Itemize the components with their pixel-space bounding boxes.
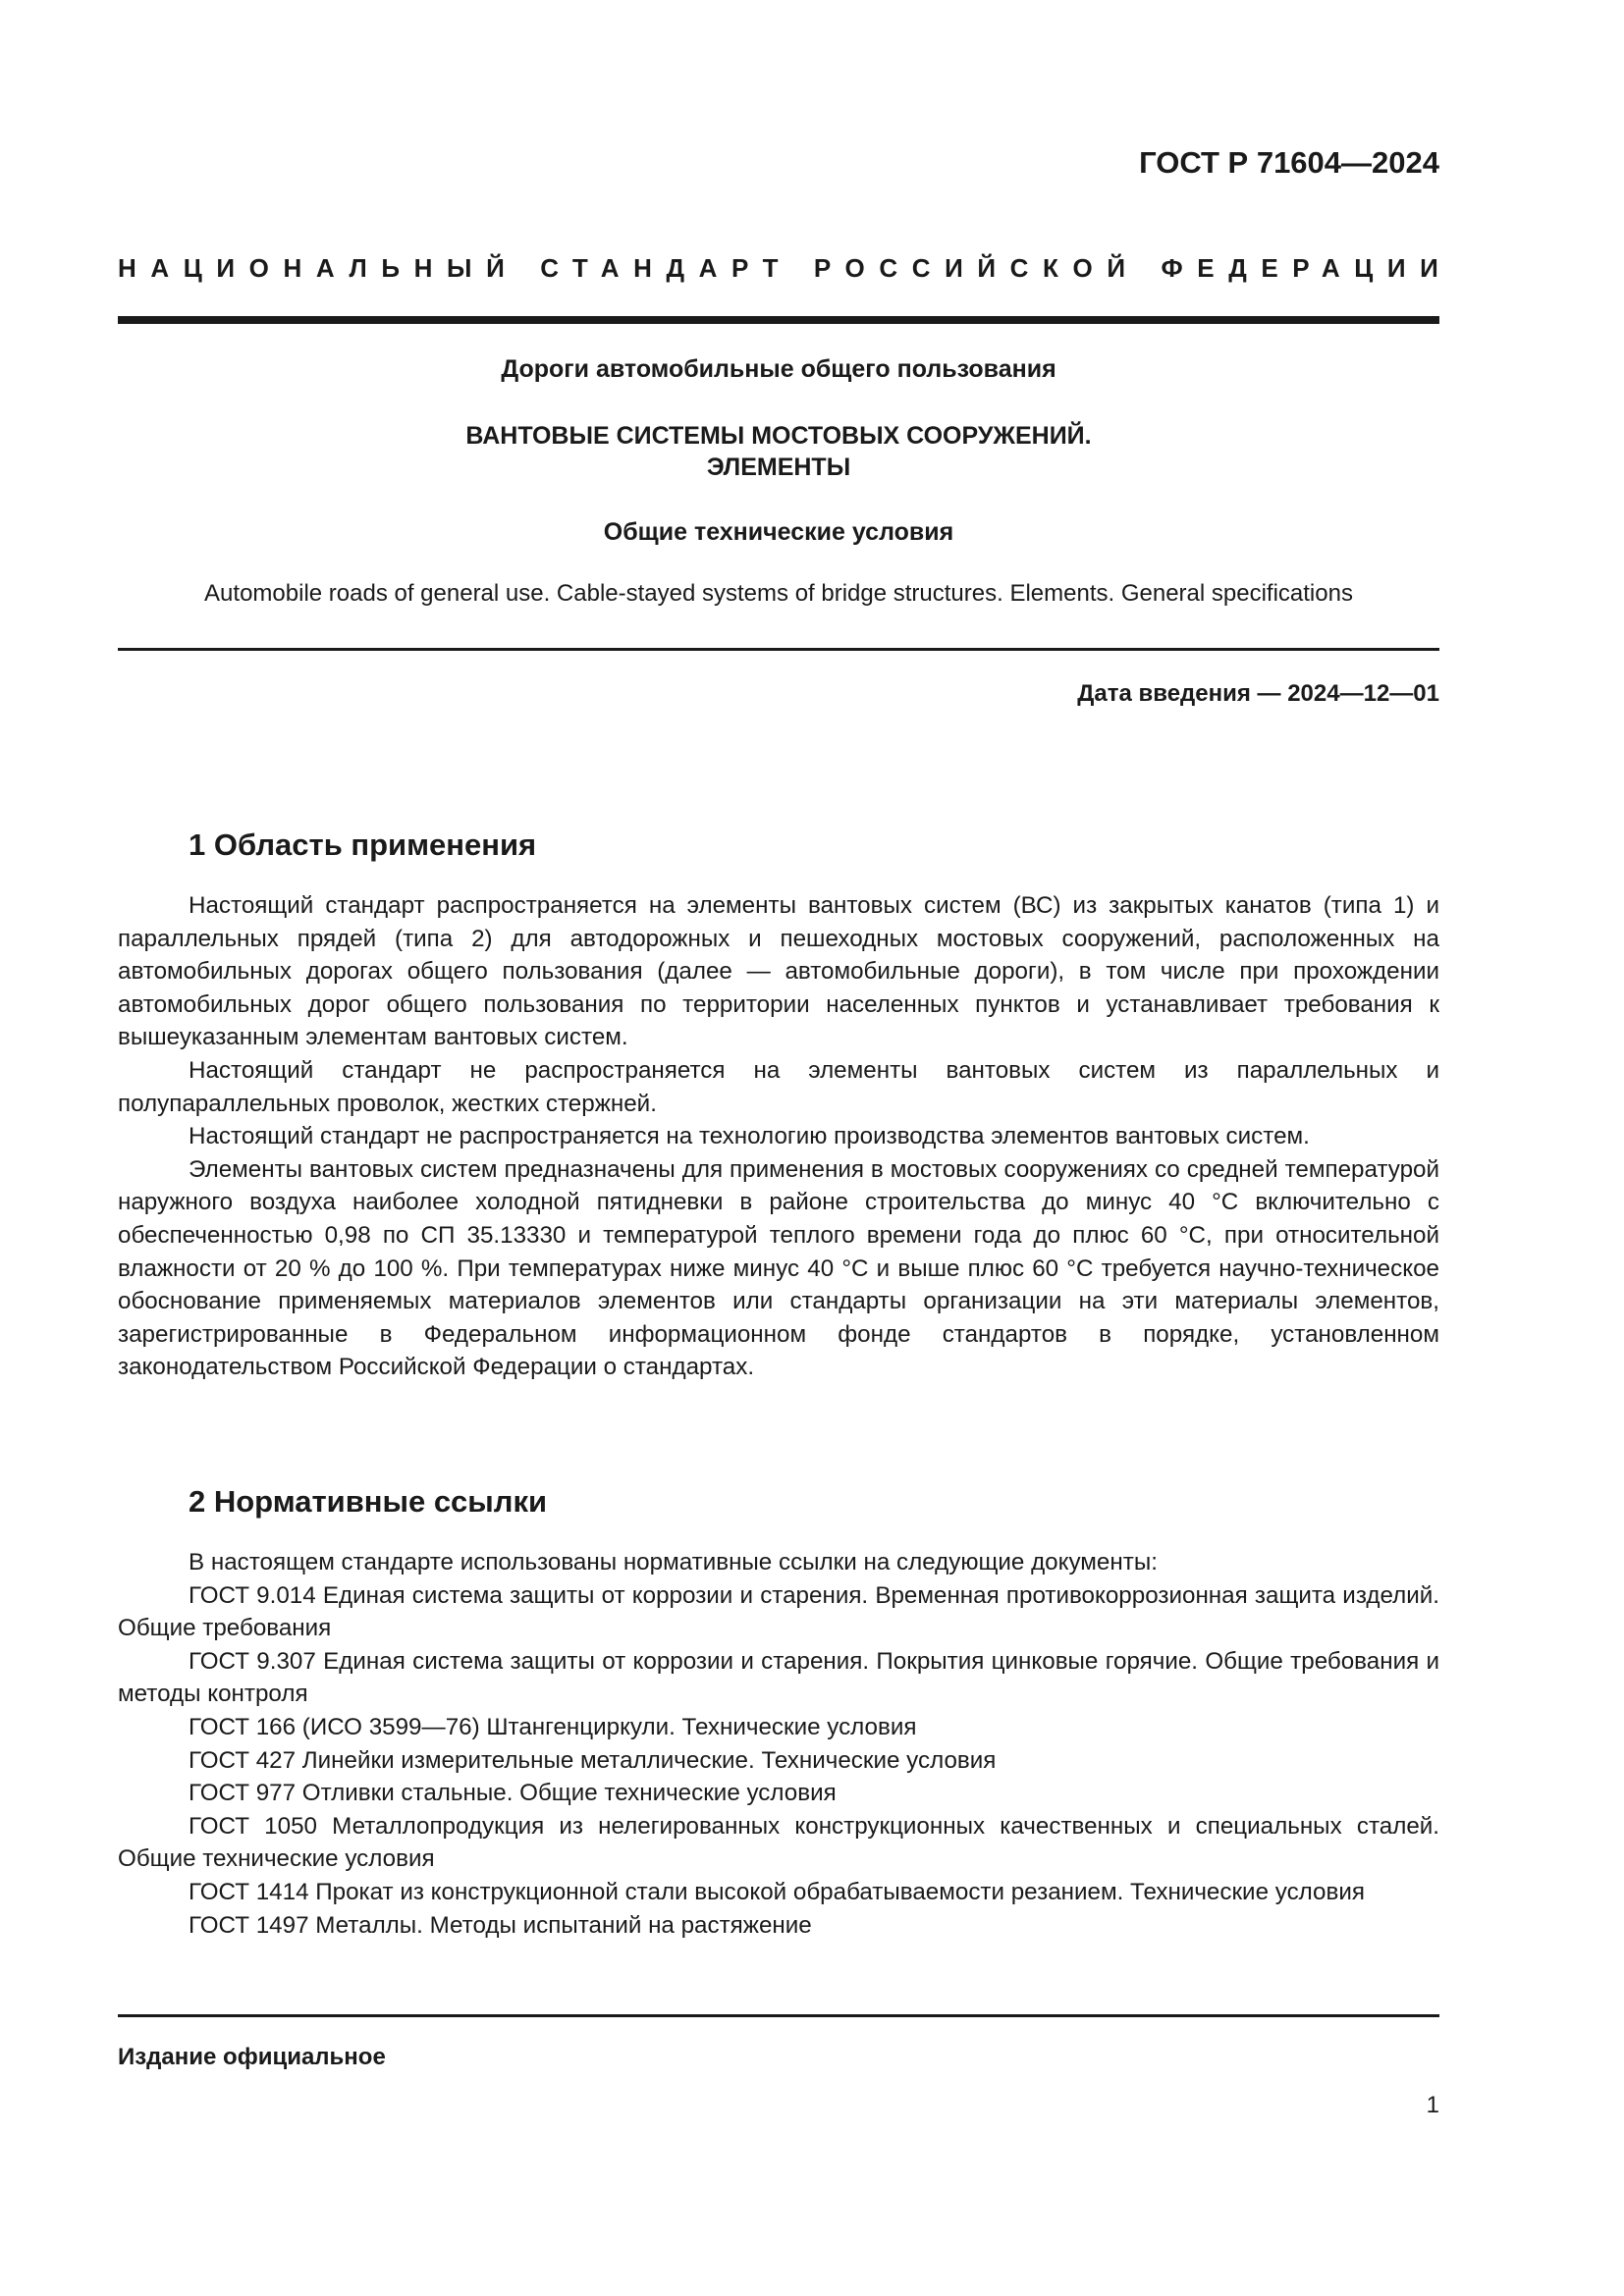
section-2-body xyxy=(118,1546,1439,1942)
reference-item: ГОСТ 1414 Прокат из конструкционной стали высокой обрабатываемости резанием. Технические условия xyxy=(189,1878,1365,1905)
footer-divider xyxy=(118,2014,1439,2017)
specification-title: Общие технические условия xyxy=(603,518,954,546)
section-1-body xyxy=(118,889,1439,1384)
document-subtitle: Дороги автомобильные общего пользования xyxy=(501,355,1056,383)
document-title-line-1: ВАНТОВЫЕ СИСТЕМЫ МОСТОВЫХ СООРУЖЕНИЙ. xyxy=(465,422,1092,450)
introduction-date: Дата введения — 2024—12—01 xyxy=(1077,680,1439,707)
title-divider xyxy=(118,648,1439,651)
section-2-intro: В настоящем стандарте использованы нормативные ссылки на следующие документы: xyxy=(189,1549,1158,1575)
section-1-paragraph: Настоящий стандарт не распространяется на технологию производства элементов вантовых систем. xyxy=(189,1123,1310,1150)
reference-item: ГОСТ 427 Линейки измерительные металлические. Технические условия xyxy=(189,1746,997,1774)
reference-item: ГОСТ 1050 Металлопродукция из нелегированных конструкционных качественных и специальных сталей. Общие технические условия xyxy=(118,1812,1439,1873)
page-number: 1 xyxy=(1426,2092,1439,2118)
section-1-heading: 1 Область применения xyxy=(189,828,537,862)
reference-item: ГОСТ 166 (ИСО 3599—76) Штангенциркули. Технические условия xyxy=(189,1713,917,1740)
official-edition-label: Издание официальное xyxy=(118,2044,386,2070)
section-1-paragraph: Элементы вантовых систем предназначены для применения в мостовых сооружениях со средней температурой наружного воздуха наиболее холодной пятидневки в районе строительства до минус 40 °С включительно с обеспеченностью 0,98 по СП 35.13330 и температурой теплого времени года до плюс 60 °С, при относительной влажности от 20 % до 100 %. При температурах ниже минус 40 °С и выше плюс 60 °С требуется научно-техническое обоснование применяемых материалов элементов или стандарты организации на эти материалы элементов, зарегистрированные в Федеральном информационном фонде стандартов в порядке, установленном законодательством Российской Федерации о стандартах. xyxy=(118,1155,1439,1381)
document-title-line-2: ЭЛЕМЕНТЫ xyxy=(706,454,851,481)
document-title xyxy=(118,420,1439,483)
english-title: Automobile roads of general use. Cable-stayed systems of bridge structures. Elements. General specifications xyxy=(204,580,1353,607)
reference-item: ГОСТ 9.307 Единая система защиты от коррозии и старения. Покрытия цинковые горячие. Общие требования и методы контроля xyxy=(118,1647,1439,1708)
section-2-heading: 2 Нормативные ссылки xyxy=(189,1484,548,1519)
reference-item: ГОСТ 977 Отливки стальные. Общие технические условия xyxy=(189,1780,837,1807)
document-number: ГОСТ Р 71604—2024 xyxy=(1139,145,1439,180)
reference-item: ГОСТ 1497 Металлы. Методы испытаний на растяжение xyxy=(189,1911,812,1939)
section-1-paragraph: Настоящий стандарт не распространяется на элементы вантовых систем из параллельных и полупараллельных проволок, жестких стержней. xyxy=(118,1056,1439,1117)
reference-item: ГОСТ 9.014 Единая система защиты от коррозии и старения. Временная противокоррозионная защита изделий. Общие требования xyxy=(118,1581,1439,1642)
header-divider xyxy=(118,316,1439,324)
section-1-paragraph: Настоящий стандарт распространяется на элементы вантовых систем (ВС) из закрытых канатов (типа 1) и параллельных прядей (типа 2) для автодорожных и пешеходных мостовых сооружений, расположенных на автомобильных дорогах общего пользования (далее — автомобильные дороги), в том числе при прохождении автомобильных дорог общего пользования по территории населенных пунктов и устанавливает требования к вышеуказанным элементам вантовых систем. xyxy=(118,892,1439,1051)
national-standard-banner: НАЦИОНАЛЬНЫЙ СТАНДАРТ РОССИЙСКОЙ ФЕДЕРАЦИИ xyxy=(118,253,1453,283)
